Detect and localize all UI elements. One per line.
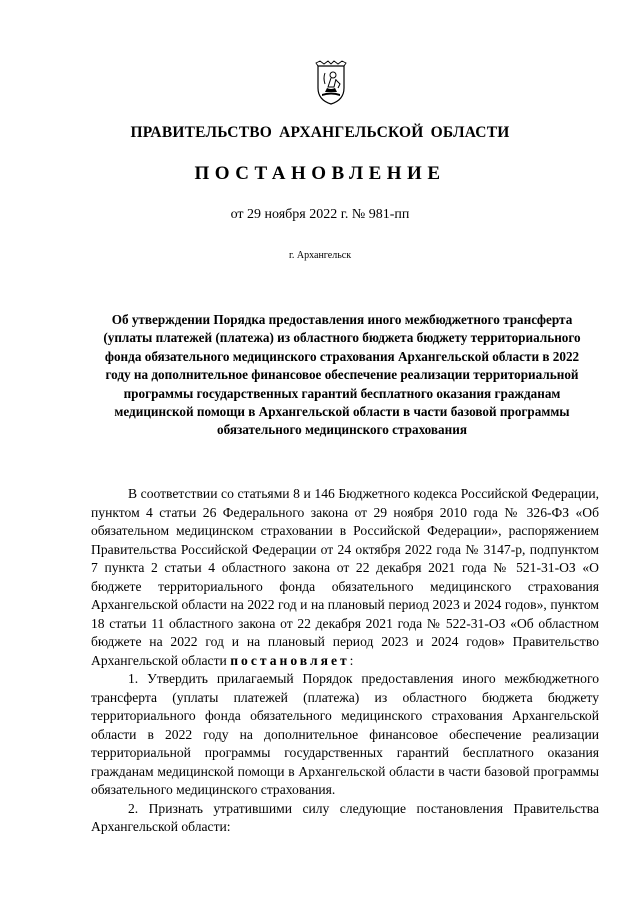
decree-word: постановляет <box>230 652 350 668</box>
decree-colon: : <box>349 652 354 668</box>
coat-of-arms-emblem <box>314 60 348 106</box>
government-title: ПРАВИТЕЛЬСТВО АРХАНГЕЛЬСКОЙ ОБЛАСТИ <box>130 124 510 141</box>
item-1-paragraph: 1. Утвердить прилагаемый Порядок предоставления иного межбюджетного трансферта (уплаты платежей (платежа) из областного бюджета бюджету территориального фонда обязательного медицинского страхования Архангельской области в 2022 году на дополнительное финансовое обеспечение реализации территориальной программы государственных гарантий бесплатного оказания гражданам медицинской помощи в Архангельской области в части базовой программы обязательного медицинского страхования. <box>91 671 599 797</box>
document-subject: Об утверждении Порядка предоставления иного межбюджетного трансферта (уплаты платежей (платежа) из областного бюджета бюджету территориального фонда обязательного медицинского страхования Архангельской области в 2022 году на дополнительное финансовое обеспечение реализации территориальной программы государственных гарантий бесплатного оказания гражданам медицинской помощи в Архангельской области в части базовой программы обязательного медицинского страхования <box>103 312 581 438</box>
document-body <box>91 485 599 837</box>
document-date-number: от 29 ноября 2022 г. № 981-пп <box>230 207 410 222</box>
preamble-paragraph <box>91 485 599 670</box>
document-type-heading: ПОСТАНОВЛЕНИЕ <box>194 163 446 184</box>
preamble-text: В соответствии со статьями 8 и 146 Бюджетного кодекса Российской Федерации, пунктом 4 статьи 26 Федерального закона от 29 ноября 2010 года № 326-ФЗ «Об обязательном медицинском страховании в Российской Федерации», распоряжением Правительства Российской Федерации от 24 октября 2022 года № 3147-р, подпунктом 7 пункта 2 статьи 4 областного закона от 22 декабря 2021 года № 521-31-ОЗ «О бюджете территориального фонда обязательного медицинского страхования Архангельской области на 2022 год и на плановый период 2023 и 2024 годов», пунктом 18 статьи 11 областного закона от 22 декабря 2021 года № 522-31-ОЗ «Об областном бюджете на 2022 год и на плановый период 2023 и 2024 годов» Правительство Архангельской области <box>91 486 599 668</box>
item-2-paragraph: 2. Признать утратившими силу следующие постановления Правительства Архангельской области: <box>91 800 599 834</box>
document-city: г. Архангельск <box>288 250 352 261</box>
